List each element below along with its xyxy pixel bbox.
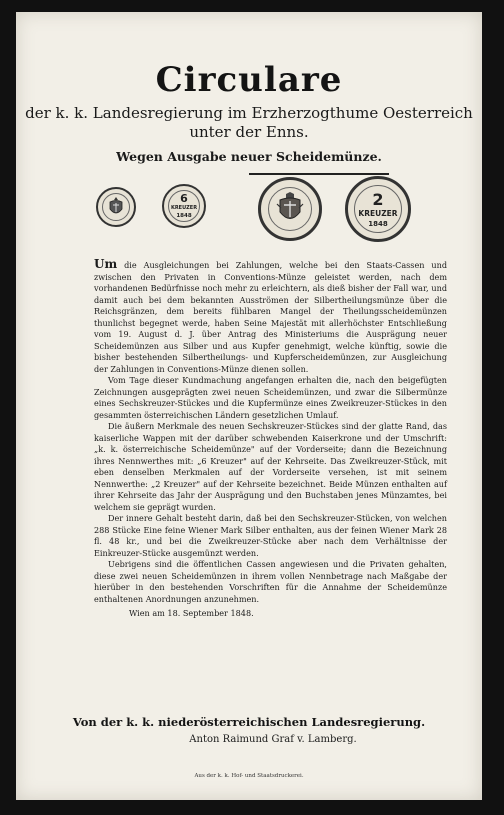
document-page <box>16 12 482 800</box>
paragraph-3: Die äußern Merkmale des neuen Sechskreuzer-Stückes sind der glatte Rand, das kaiserliche Wappen mit der darüber schwebenden Kaiserkrone und der Umschrift: „k. k. österreichische Scheidemünze" auf der Vorderseite; dann die Bezeichnung ihres Nennwerthes mit: „6 Kreuzer" auf der Kehrseite. Das Zweikreuzer-Stück, mit eben denselben Merkmalen auf der Vorderseite versehen, ist mit seinem Nennwerthe: „2 Kreuzer" auf der Kehrseite bezeichnet. Beide Münzen enthalten auf ihrer Kehrseite das Jahr der Ausprägung und den Buchstaben jenes Münzamtes, bei welchem sie geprägt wurden. <box>94 421 447 512</box>
signatory: Anton Raimund Graf v. Lamberg. <box>189 734 357 745</box>
document-body <box>94 259 447 620</box>
coin-2-kreuzer <box>345 176 411 242</box>
printer-imprint: Aus der k. k. Hof- und Staatsdruckerei. <box>194 773 304 779</box>
issue-date: Wien am 18. September 1848. <box>129 608 254 618</box>
paragraph-1: Um die Ausgleichungen bei Zahlungen, welche bei den Staats-Cassen und zwischen den Privaten in Conventions-Münze geleistet werden, nach dem vorhandenen Bedürfnisse noch mehr zu erleichtern, als dieß bisher der Fall war, und damit auch bei dem bekannten Ausströmen der Silbertheilungsmünze über die Reichsgränzen, dem bereits fühlbaren Mangel der Theilungsscheidemünzen thunlichst begegnet werde, haben Seine Majestät mit allerhöchster Entschließung vom 19. August d. J. über Antrag des Ministeriums die Ausprägung neuer Scheidemünzen aus Silber und aus Kupfer genehmigt, welche künftig, sowie die bisher bestehenden Silbertheilungs- und Kupferscheidemünzen, zur Ausgleichung der Zahlungen in Conventions-Münze dienen sollen. <box>94 257 447 374</box>
coin-6-kreuzer <box>162 184 206 228</box>
subject-line: Wegen Ausgabe neuer Scheidemünze. <box>116 149 382 164</box>
coin-2-unit: KREUZER <box>358 209 398 218</box>
coin-6-value: 6 <box>180 192 188 205</box>
coin-eagle-small <box>96 187 136 227</box>
paragraph-2: Vom Tage dieser Kundmachung angefangen erhalten die, nach den beigefügten Zeichnungen ausgeprägten zwei neuen Scheidemünzen, und zwar die Silbermünze eines Sechskreuzer-Stückes und die Kupfermünze eines Zweikreuzer-Stückes in den gesammten österreichischen Ländern gesetzlichen Umlauf. <box>94 375 447 420</box>
drop-cap: Um <box>94 257 118 271</box>
document-title: Circulare <box>155 60 343 100</box>
subtitle-line-2: unter der Enns. <box>189 123 309 141</box>
eagle-crest-icon <box>276 192 304 226</box>
subtitle-line-1: der k. k. Landesregierung im Erzherzogthume Oesterreich <box>25 104 473 122</box>
coin-6-year: 1848 <box>176 213 192 219</box>
coin-2-value: 2 <box>372 190 384 209</box>
eagle-crest-icon <box>107 196 125 218</box>
paragraph-5: Uebrigens sind die öffentlichen Cassen angewiesen und die Privaten gehalten, diese zwei neuen Scheidemünzen in ihrem vollen Nennbetrage nach Maßgabe der hierüber in den bestehenden Vorschriften für die Annahme der Scheidemünze enthaltenen Anordnungen anzunehmen. <box>94 559 447 604</box>
coin-2-year: 1848 <box>368 220 388 228</box>
coin-6-unit: KREUZER <box>170 205 198 211</box>
coin-eagle-large <box>258 177 322 241</box>
title-divider <box>249 173 389 175</box>
paragraph-4: Der innere Gehalt besteht darin, daß bei den Sechskreuzer-Stücken, von welchen 288 Stücke Eine feine Wiener Mark Silber enthalten, aus der feinen Wiener Mark 28 fl. 48 kr., und bei die Zweikreuzer-Stücke aber nach dem Verhältnisse der Einkreuzer-Stücke ausgemünzt werden. <box>94 513 447 558</box>
issuing-authority: Von der k. k. niederösterreichischen Landesregierung. <box>72 715 426 729</box>
